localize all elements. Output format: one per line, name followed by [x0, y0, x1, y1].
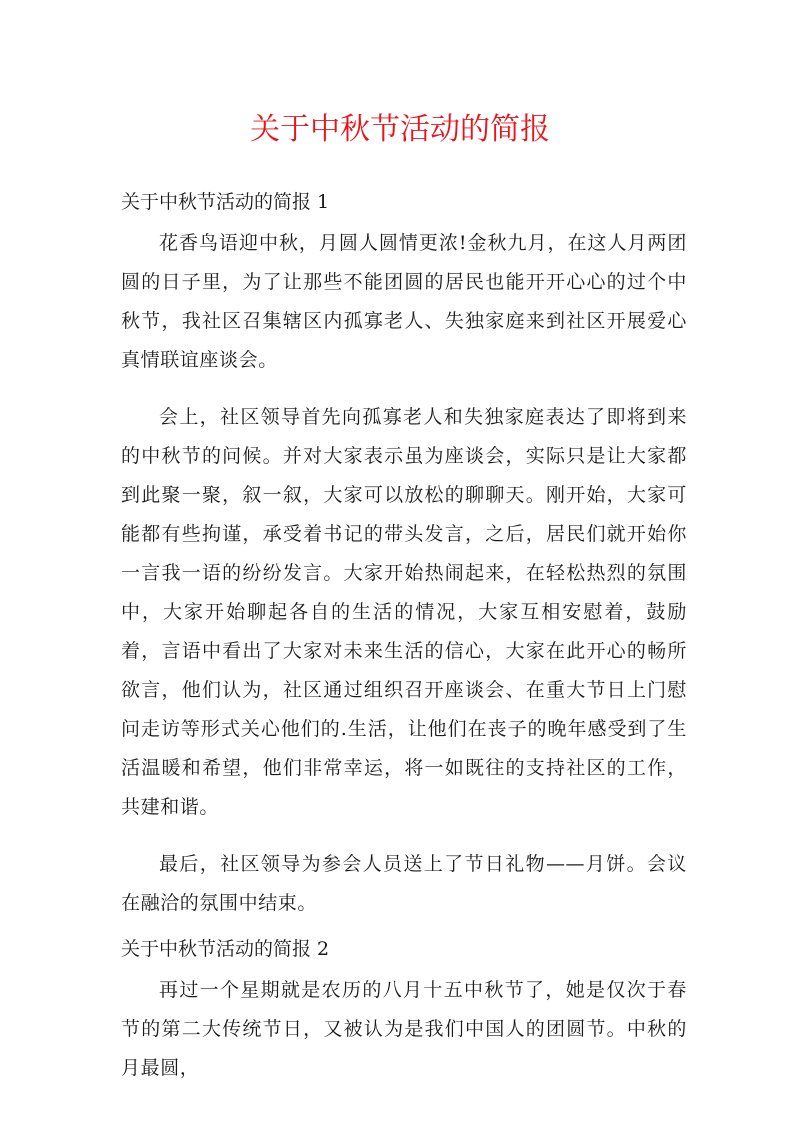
- document-body: [121, 180, 687, 1106]
- paragraph: 会上，社区领导首先向孤寡老人和失独家庭表达了即将到来的中秋节的问候。并对大家表示虽为座谈会，实际只是让大家都到此聚一聚，叙一叙，大家可以放松的聊聊天。刚开始，大家可能都有些拘谨，承受着书记的带头发言，之后，居民们就开始你一言我一语的纷纷发言。大家开始热闹起来，在轻松热烈的氛围中，大家开始聊起各自的生活的情况，大家互相安慰着，鼓励着，言语中看出了大家对未来生活的信心，大家在此开心的畅所欲言，他们认为，社区通过组织召开座谈会、在重大节日上门慰问走访等形式关心他们的.生活，让他们在丧子的晚年感受到了生活温暖和希望，他们非常幸运，将一如既往的支持社区的工作，共建和谐。: [121, 406, 687, 818]
- document-title: 关于中秋节活动的简报: [250, 112, 550, 147]
- section-heading-2: 关于中秋节活动的简报 2: [121, 938, 330, 960]
- paragraph: 最后，社区领导为参会人员送上了节日礼物——月饼。会议在融洽的氛围中结束。: [121, 853, 687, 914]
- paragraph: 花香鸟语迎中秋，月圆人圆情更浓!金秋九月，在这人月两团圆的日子里，为了让那些不能团圆的居民也能开开心心的过个中秋节，我社区召集辖区内孤寡老人、失独家庭来到社区开展爱心真情联谊座谈会。: [121, 232, 687, 371]
- paragraph: 再过一个星期就是农历的八月十五中秋节了，她是仅次于春节的第二大传统节日，又被认为是我们中国人的团圆节。中秋的月最圆，: [121, 979, 687, 1079]
- section-heading-1: 关于中秋节活动的简报 1: [121, 191, 330, 213]
